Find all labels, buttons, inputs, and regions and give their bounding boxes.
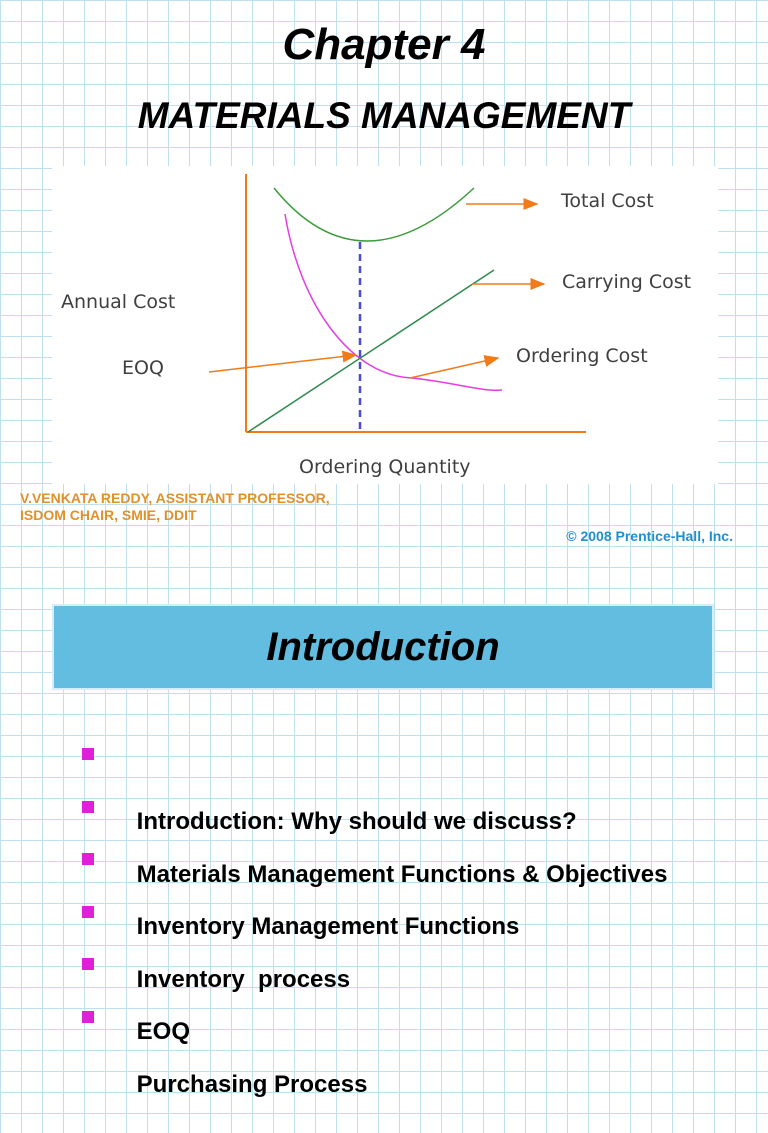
section-banner [52,604,714,690]
square-bullet-icon [82,958,94,970]
author-line-1: V.VENKATA REDDY, ASSISTANT PROFESSOR, [20,490,330,506]
author-line-2: ISDOM CHAIR, SMIE, DDIT [20,507,197,523]
carrying-cost-label: Carrying Cost [562,271,692,293]
agenda-item [78,795,738,888]
eoq-cost-diagram [52,166,718,484]
square-bullet-icon [82,906,94,918]
ordering-quantity-label: Ordering Quantity [299,456,471,478]
ordering-cost-arrow [410,358,498,378]
agenda-item [78,900,738,993]
carrying-cost-line [248,270,494,432]
agenda-item-label: Introduction: Why should we discuss? [136,808,577,835]
agenda-item [78,952,738,1045]
author-credit [20,490,330,524]
agenda-item-label: Inventory Management Functions [136,913,520,940]
eoq-label: EOQ [122,357,164,379]
square-bullet-icon [82,853,94,865]
agenda-list [78,742,738,1098]
copyright-notice: © 2008 Prentice-Hall, Inc. [566,528,733,544]
agenda-item [78,847,738,940]
total-cost-curve [274,188,474,241]
square-bullet-icon [82,748,94,760]
agenda-item [78,742,738,835]
square-bullet-icon [82,1011,94,1023]
eoq-arrow [209,355,356,372]
ordering-cost-label: Ordering Cost [516,345,648,367]
annual-cost-label: Annual Cost [61,291,176,313]
agenda-item-label: Materials Management Functions & Objectives [136,860,668,888]
agenda-item-label: EOQ [136,1018,191,1045]
slide-subtitle: MATERIALS MANAGEMENT [137,95,631,136]
slide-title: Chapter 4 [282,20,486,69]
agenda-item-label: Inventory process [136,965,351,993]
section-title: Introduction [266,624,500,669]
total-cost-label: Total Cost [561,190,654,212]
agenda-item [78,1005,738,1098]
square-bullet-icon [82,801,94,813]
agenda-item-label: Purchasing Process [136,1070,368,1098]
